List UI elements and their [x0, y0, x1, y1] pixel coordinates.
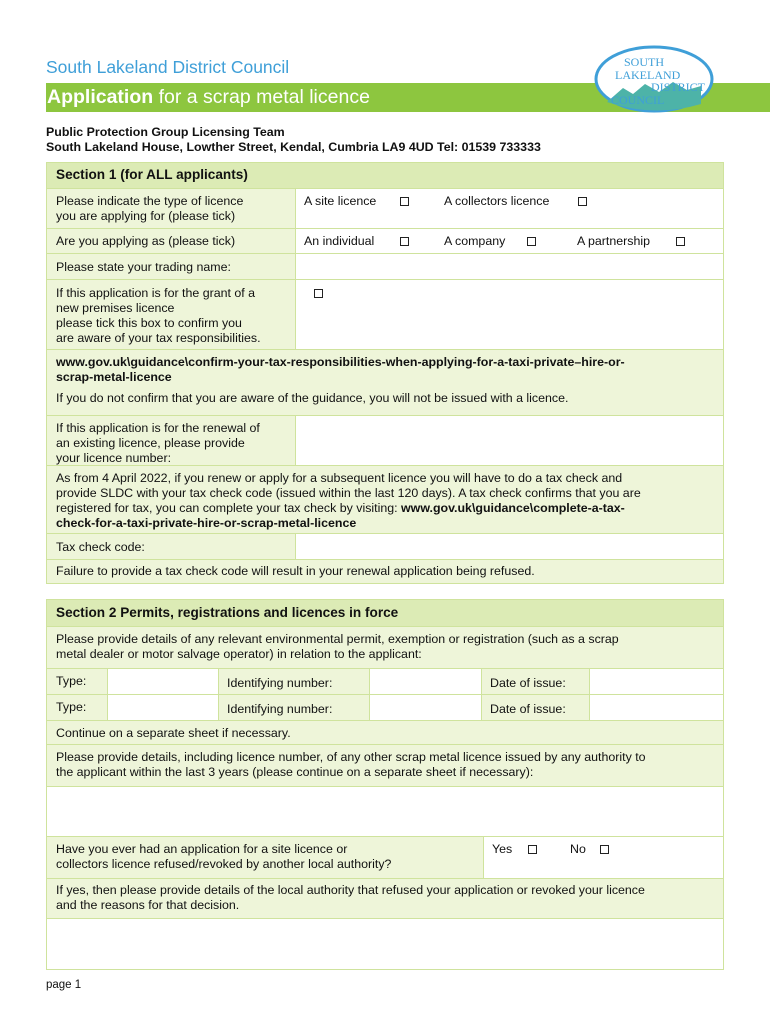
tax-check-url-1[interactable]: www.gov.uk\guidance\complete-a-tax- — [401, 501, 625, 515]
refused-row — [47, 836, 723, 878]
company-checkbox[interactable] — [527, 237, 536, 246]
permit-id-label-2: Identifying number: — [227, 702, 333, 716]
grant-text-1: If this application is for the grant of a — [56, 286, 256, 300]
permit-type-input-1[interactable] — [108, 669, 218, 694]
refusal-details-input[interactable] — [47, 918, 723, 969]
permits-intro-1: Please provide details of any relevant environmental permit, exemption or registration (such as a scrap — [56, 632, 619, 646]
permit-row-2 — [47, 694, 723, 720]
permit-type-input-2[interactable] — [108, 695, 218, 720]
licence-type-question-2: you are applying for (please tick) — [56, 209, 236, 223]
permit-type-label-1: Type: — [56, 674, 87, 688]
site-licence-checkbox[interactable] — [400, 197, 409, 206]
grant-row — [47, 279, 723, 349]
page-number: page 1 — [46, 979, 82, 991]
if-yes-row — [47, 878, 723, 918]
collectors-licence-checkbox[interactable] — [578, 197, 587, 206]
company-label: A company — [444, 234, 506, 248]
renewal-text-1: If this application is for the renewal of — [56, 421, 260, 435]
council-logo — [589, 44, 719, 114]
individual-checkbox[interactable] — [400, 237, 409, 246]
section-2-title: Section 2 Permits, registrations and licences in force — [56, 605, 399, 620]
permit-date-label-2: Date of issue: — [490, 702, 566, 716]
tax-code-label: Tax check code: — [56, 540, 145, 554]
permit-id-input-2[interactable] — [370, 695, 481, 720]
form-title-rest: for a scrap metal licence — [153, 86, 370, 108]
permit-type-label-2: Type: — [56, 700, 87, 714]
applying-as-label: Are you applying as (please tick) — [56, 234, 236, 248]
renewal-text-3: your licence number: — [56, 451, 172, 465]
failure-warning: Failure to provide a tax check code will result in your renewal application being refused. — [56, 564, 535, 578]
logo-word-1: SOUTH — [624, 55, 665, 69]
guidance-row — [47, 349, 723, 415]
logo-word-3: DISTRICT — [651, 80, 705, 94]
logo-word-2: LAKELAND — [615, 68, 681, 82]
applicant-type-row — [47, 228, 723, 253]
permit-date-label-1: Date of issue: — [490, 676, 566, 690]
section-2-header — [47, 600, 723, 626]
section-1 — [46, 162, 724, 584]
tax-awareness-checkbox[interactable] — [314, 289, 323, 298]
grant-text-2: new premises licence — [56, 301, 175, 315]
tax-info-2: provide SLDC with your tax check code (issued within the last 120 days). A tax check confirms that you are — [56, 486, 641, 500]
other-licence-details-input[interactable] — [47, 786, 723, 836]
trading-name-label: Please state your trading name: — [56, 260, 231, 274]
not-confirm-warning: If you do not confirm that you are aware of the guidance, you will not be issued with a licence. — [56, 391, 569, 405]
section-1-header — [47, 163, 723, 188]
grant-text-3: please tick this box to confirm you — [56, 316, 242, 330]
tax-info-1: As from 4 April 2022, if you renew or apply for a subsequent licence you will have to do a tax check and — [56, 471, 623, 485]
continue-note: Continue on a separate sheet if necessary. — [56, 726, 291, 740]
refused-no-checkbox[interactable] — [600, 845, 609, 854]
yes-label: Yes — [492, 842, 513, 856]
section-2 — [46, 599, 724, 970]
permits-intro-2: metal dealer or motor salvage operator) in relation to the applicant: — [56, 647, 422, 661]
guidance-url-1[interactable]: www.gov.uk\guidance\confirm-your-tax-responsibilities-when-applying-for-a-taxi-private–hire-or- — [56, 355, 625, 369]
individual-label: An individual — [304, 234, 375, 248]
refused-yes-checkbox[interactable] — [528, 845, 537, 854]
trading-name-row — [47, 253, 723, 279]
council-name: South Lakeland District Council — [46, 57, 290, 77]
trading-name-input[interactable] — [296, 254, 723, 279]
site-licence-label: A site licence — [304, 194, 377, 208]
renewal-text-2: an existing licence, please provide — [56, 436, 245, 450]
tax-check-info-row — [47, 465, 723, 533]
logo-word-4: COUNCIL — [611, 93, 665, 107]
partnership-checkbox[interactable] — [676, 237, 685, 246]
licence-type-row — [47, 188, 723, 228]
grant-text-4: are aware of your tax responsibilities. — [56, 331, 261, 345]
licence-type-question-1: Please indicate the type of licence — [56, 194, 244, 208]
collectors-licence-label: A collectors licence — [444, 194, 550, 208]
form-title-bold: Application — [47, 86, 154, 108]
tax-code-row — [47, 533, 723, 559]
tax-info-3-text: registered for tax, you can complete your tax check by visiting: — [56, 501, 402, 515]
permit-date-input-2[interactable] — [590, 695, 723, 720]
partnership-label: A partnership — [577, 234, 651, 248]
if-yes-text-1: If yes, then please provide details of the local authority that refused your application or revoked your licence — [56, 883, 645, 897]
team-name: Public Protection Group Licensing Team — [46, 125, 285, 139]
continue-row — [47, 720, 723, 744]
section-1-title: Section 1 (for ALL applicants) — [56, 167, 248, 182]
permit-id-input-1[interactable] — [370, 669, 481, 694]
failure-row — [47, 559, 723, 583]
no-label: No — [570, 842, 586, 856]
other-licence-text-1: Please provide details, including licence number, of any other scrap metal licence issued by any authority to — [56, 750, 646, 764]
permit-row-1 — [47, 668, 723, 694]
permits-intro-row — [47, 626, 723, 668]
permit-id-label-1: Identifying number: — [227, 676, 333, 690]
other-licence-text-2: the applicant within the last 3 years (please continue on a separate sheet if necessary): — [56, 765, 534, 779]
licence-number-input[interactable] — [296, 416, 723, 465]
guidance-url-2[interactable]: scrap-metal-licence — [56, 370, 172, 384]
tax-code-input[interactable] — [296, 534, 723, 559]
permit-date-input-1[interactable] — [590, 669, 723, 694]
renewal-row — [47, 415, 723, 465]
tax-check-url-2[interactable]: check-for-a-taxi-private-hire-or-scrap-metal-licence — [56, 516, 357, 530]
team-address: South Lakeland House, Lowther Street, Kendal, Cumbria LA9 4UD Tel: 01539 733333 — [46, 140, 541, 154]
contact-block — [46, 125, 541, 155]
refused-question-1: Have you ever had an application for a site licence or — [56, 842, 348, 856]
refused-question-2: collectors licence refused/revoked by another local authority? — [56, 857, 392, 871]
tax-info-3 — [56, 501, 625, 516]
other-licence-row — [47, 744, 723, 786]
if-yes-text-2: and the reasons for that decision. — [56, 898, 240, 912]
